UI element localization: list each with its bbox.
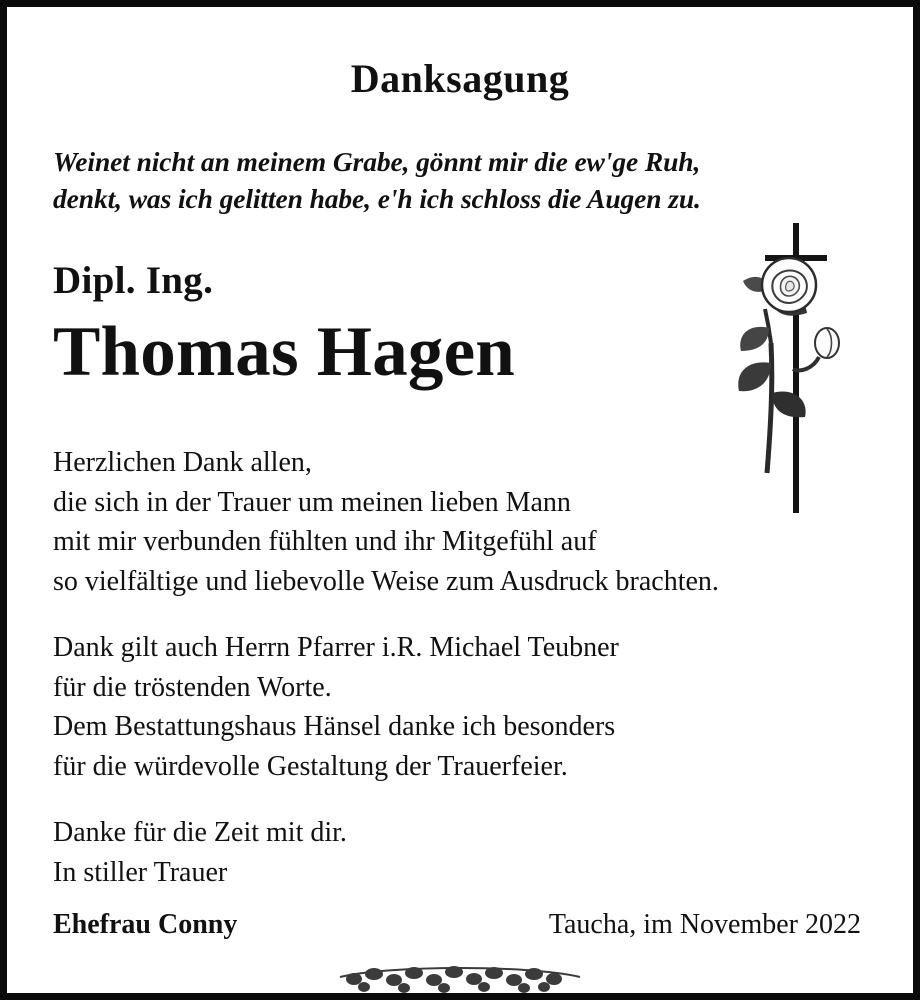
paragraph-3-line-1: Danke für die Zeit mit dir. [53,816,347,848]
signature: Ehefrau Conny [53,909,238,940]
paragraph-2-line-1: Dank gilt auch Herrn Pfarrer i.R. Michael Teubner [53,631,619,663]
rose-with-cross-icon [727,223,857,523]
verse-line-2: denkt, was ich gelitten habe, e'h ich schloss die Augen zu. [53,183,701,215]
place-and-date: Taucha, im November 2022 [548,909,861,940]
paragraph-1-line-3: mit mir verbunden fühlten und ihr Mitgefühl auf [53,526,597,558]
notice-content [7,7,913,993]
paragraph-2-line-4: für die würdevolle Gestaltung der Trauerfeier. [53,751,568,783]
memorial-verse [53,143,867,217]
name-prefix: Dipl. Ing. [53,259,214,303]
page-title: Danksagung [350,56,570,101]
deceased-name: Thomas Hagen [53,313,515,392]
paragraph-1-line-4: so vielfältige und liebevolle Weise zum Ausdruck brachten. [53,566,719,598]
paragraph-3-line-2: In stiller Trauer [53,856,228,888]
paragraph-2-line-3: Dem Bestattungshaus Hänsel danke ich besonders [53,711,616,743]
signature-row [53,909,867,941]
verse-line-1: Weinet nicht an meinem Grabe, gönnt mir die ew'ge Ruh, [53,146,701,177]
paragraph-1-line-2: die sich in der Trauer um meinen lieben Mann [53,486,571,518]
paragraph-1-line-1: Herzlichen Dank allen, [53,446,312,478]
paragraph-2-line-2: für die tröstenden Worte. [53,671,332,703]
ivy-vine-ornament-icon [330,963,590,999]
